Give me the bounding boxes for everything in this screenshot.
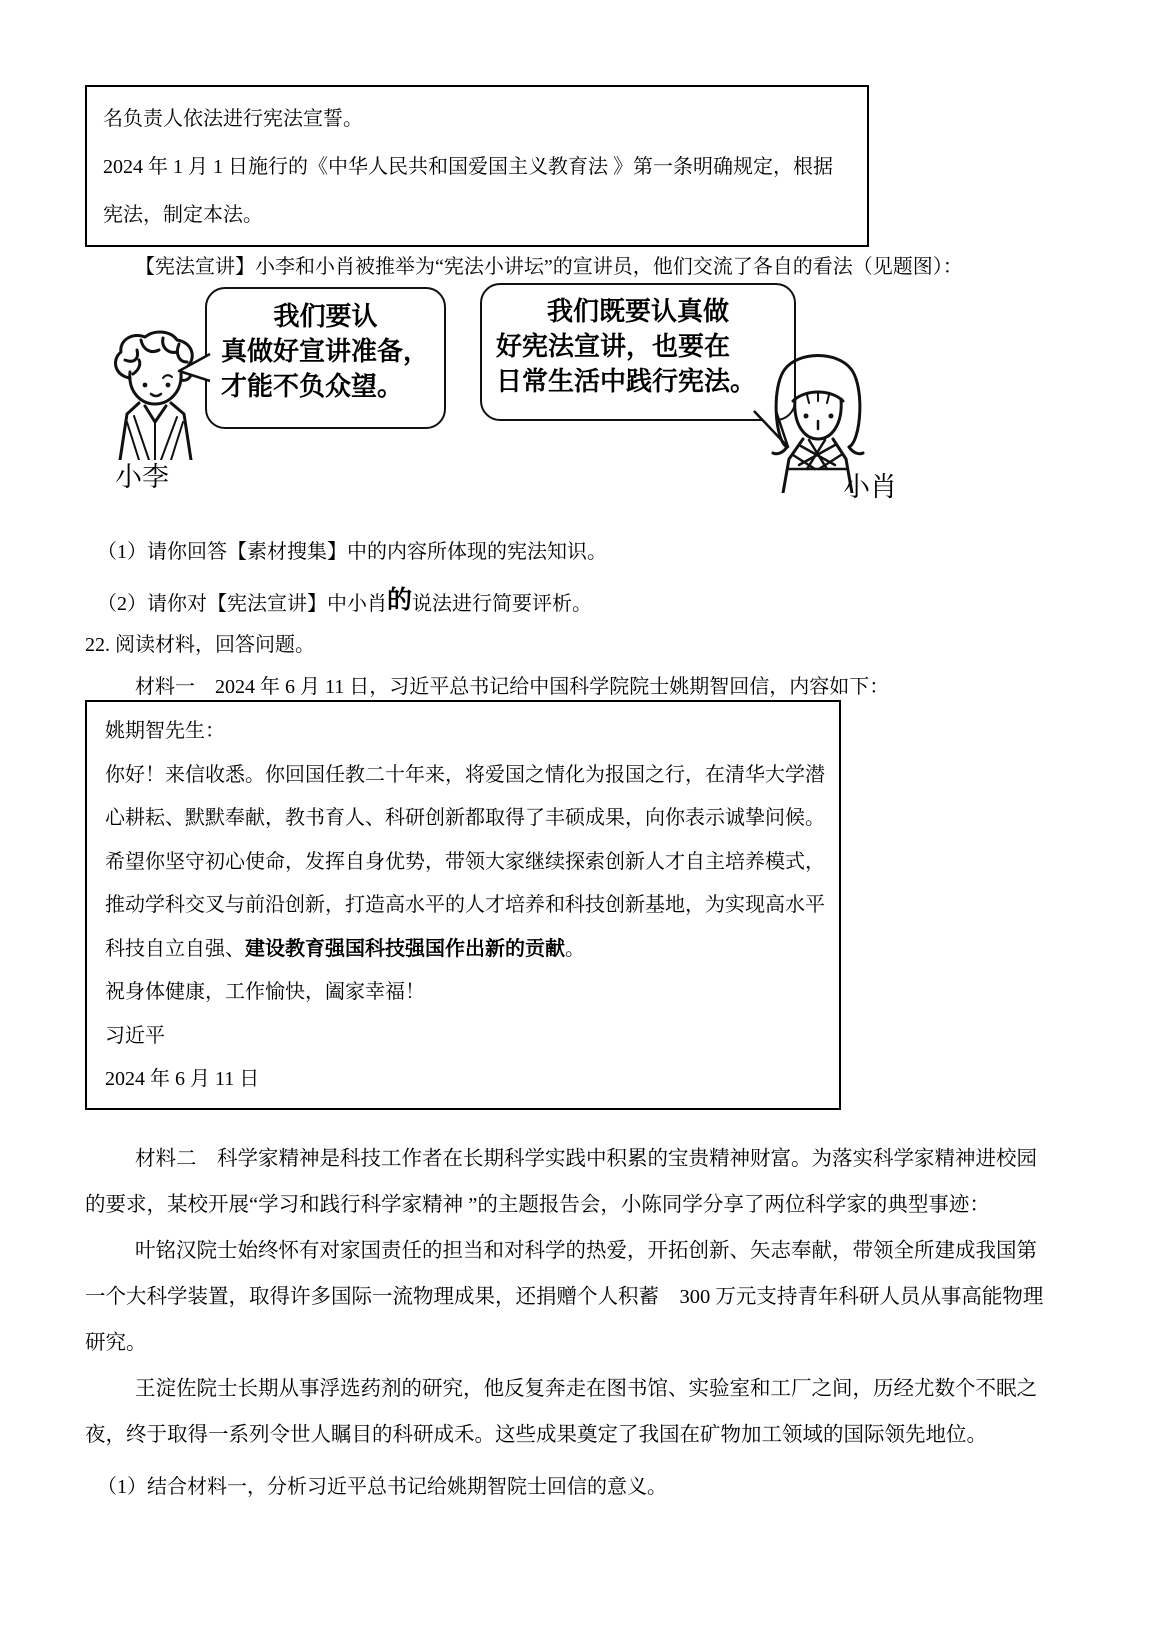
bubble-text-line: 我们要认: [273, 302, 378, 331]
letter-signature: 习近平: [105, 1024, 165, 1047]
question-1: （1）请你回答【素材搜集】中的内容所体现的宪法知识。: [97, 541, 607, 563]
letter-line-normal-part: 科技自立自强、: [105, 937, 245, 960]
bubble-tail-icon: [177, 351, 211, 385]
question-2: [97, 582, 592, 618]
dialogue-illustration: [85, 275, 1090, 513]
letter-line: 推动学科交叉与前沿创新，打造高水平的人才培养和科技创新基地，为实现高水平: [105, 894, 825, 916]
material-2-section: [85, 1136, 1090, 1458]
question-2-text: 说法进行简要评析。: [412, 593, 593, 615]
dialogue-heading: 【宪法宣讲】小李和小肖被推举为“宪法小讲坛”的宣讲员，他们交流了各自的看法（见题图）：: [135, 256, 963, 278]
source-line: 宪法，制定本法。: [103, 204, 263, 226]
source-material-box: [85, 85, 869, 247]
material-2-line: 研究。: [85, 1332, 147, 1354]
bubble-text-line: 才能不负众望。: [221, 372, 404, 401]
letter-line: 心耕耘、默默奉献，教书育人、科研创新都取得了丰硕成果，向你表示诚挚问候。: [105, 807, 825, 829]
speech-bubble-left: [205, 287, 446, 429]
letter-closing: 祝身体健康，工作愉快，阖家幸福！: [105, 981, 425, 1003]
boy-name-label: 小李: [115, 462, 169, 492]
question-22-heading: 22. 阅读材料，回答问题。: [85, 634, 315, 656]
letter-line-bold-part: 建设教育强国科技强国作出新的贡献: [245, 937, 565, 960]
question-2-bold-char: 的: [387, 587, 413, 614]
bubble-text-line: 真做好宣讲准备，: [221, 337, 430, 366]
letter-line-emphasis: [105, 928, 817, 972]
bubble-text-line: 我们既要认真做: [546, 297, 729, 326]
girl-name-label: 小肖: [843, 472, 897, 502]
material-2-line: 材料二 科学家精神是科技工作者在长期科学实践中积累的宝贵精神财富。为落实科学家精神进校园: [135, 1148, 1037, 1170]
question-2-text: （2）请你对【宪法宣讲】中小肖: [97, 593, 387, 615]
letter-line-end-punct: 。: [565, 937, 585, 960]
letter-box: [85, 700, 841, 1110]
letter-line: 你好！来信收悉。你回国任教二十年来，将爱国之情化为报国之行，在清华大学潜: [105, 763, 825, 786]
source-line: 名负责人依法进行宪法宣誓。: [103, 108, 363, 130]
material-2-line: 叶铭汉院士始终怀有对家国责任的担当和对科学的热爱，开拓创新、矢志奉献，带领全所建成我国第: [135, 1240, 1037, 1262]
bubble-text-line: 日常生活中践行宪法。: [496, 367, 757, 396]
final-question: （1）结合材料一，分析习近平总书记给姚期智院士回信的意义。: [97, 1476, 667, 1498]
source-line: 2024 年 1 月 1 日施行的《中华人民共和国爱国主义教育法 》第一条明确规定，根据: [103, 156, 833, 178]
letter-date: 2024 年 6 月 11 日: [105, 1068, 260, 1090]
material-1-intro: 材料一 2024 年 6 月 11 日，习近平总书记给中国科学院院士姚期智回信，内容如下：: [135, 676, 890, 698]
bubble-text-line: 好宪法宣讲，也要在: [496, 332, 731, 361]
material-2-line: 的要求，某校开展“学习和践行科学家精神 ”的主题报告会，小陈同学分享了两位科学家的典型事迹：: [85, 1194, 990, 1216]
material-2-line: 夜，终于取得一系列令世人瞩目的科研成禾。这些成果奠定了我国在矿物加工领域的国际领先地位。: [85, 1424, 987, 1446]
letter-salutation: 姚期智先生：: [105, 720, 225, 742]
speech-bubble-right: [480, 283, 796, 421]
material-2-line: 一个大科学装置，取得许多国际一流物理成果，还捐赠个人积蓄 300 万元支持青年科研人员从事高能物理: [85, 1286, 1044, 1308]
letter-line: 希望你坚守初心使命，发挥自身优势，带领大家继续探索创新人才自主培养模式，: [105, 850, 825, 873]
material-2-line: 王淀佐院士长期从事浮选药剂的研究，他反复奔走在图书馆、实验室和工厂之间，历经尤数个不眠之: [135, 1378, 1037, 1400]
boy-figure-illustration: [105, 330, 205, 460]
